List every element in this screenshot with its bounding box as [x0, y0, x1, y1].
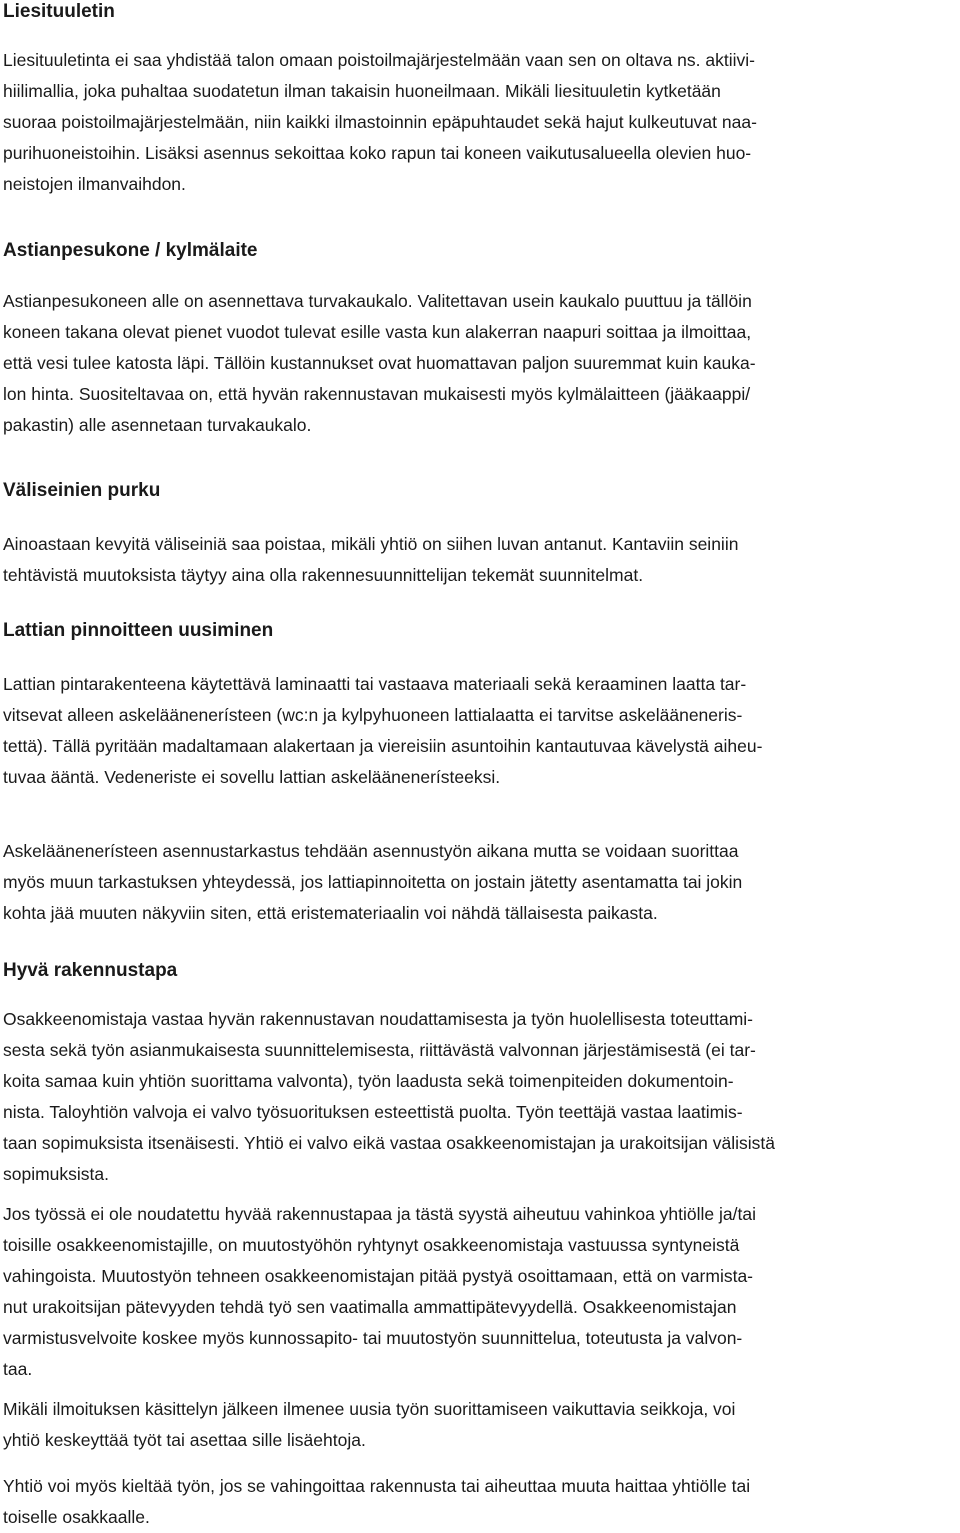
text-line: sopimuksista.: [3, 1164, 110, 1184]
text-line: koneen takana olevat pienet vuodot tulevat esille vasta kun alakerran naapuri soittaa ja ilmoittaa,: [3, 322, 752, 342]
text-line: että vesi tulee katosta läpi. Tällöin kustannukset ovat huomattavan paljon suuremmat kuin kauka-: [3, 353, 756, 373]
paragraph-vahinko-vastuu: [3, 1199, 958, 1385]
text-line: koita samaa kuin yhtiön suorittama valvonta), työn laadusta sekä toimenpiteiden dokumentoin-: [3, 1071, 734, 1091]
paragraph-valiseinien-purku: [3, 529, 958, 591]
text-line: Astianpesukoneen alle on asennettava turvakaukalo. Valitettavan usein kaukalo puuttuu ja tällöin: [3, 291, 752, 311]
text-line: pakastin) alle asennetaan turvakaukalo.: [3, 415, 312, 435]
text-line: varmistusvelvoite koskee myös kunnossapito- tai muutostyön suunnittelua, toteutusta ja valvon-: [3, 1328, 743, 1348]
heading-lattian-pinnoite: Lattian pinnoitteen uusiminen: [3, 620, 274, 641]
text-line: Askeläänenerísteen asennustarkastus tehdään asennustyön aikana mutta se voidaan suorittaa: [3, 841, 739, 861]
text-line: yhtiö keskeyttää työt tai asettaa sille lisäehtoja.: [3, 1430, 366, 1450]
text-line: neistojen ilmanvaihdon.: [3, 174, 186, 194]
text-line: taan sopimuksista itsenäisesti. Yhtiö ei valvo eikä vastaa osakkeenomistajan ja urakoitsijan välisistä: [3, 1133, 776, 1153]
text-line: nista. Taloyhtiön valvoja ei valvo työsuorituksen esteettistä puolta. Työn teettäjä vastaa laatimis-: [3, 1102, 743, 1122]
text-line: Lattian pintarakenteena käytettävä laminaatti tai vastaava materiaali sekä keraaminen laatta tar-: [3, 674, 747, 694]
text-line: myös muun tarkastuksen yhteydessä, jos lattiapinnoitetta on jostain jätetty asentamatta tai jokin: [3, 872, 743, 892]
text-line: purihuoneistoihin. Lisäksi asennus sekoittaa koko rapun tai koneen vaikutusalueella olevien huo-: [3, 143, 752, 163]
text-line: suoraa poistoilmajärjestelmään, niin kaikki ilmastoinnin epäpuhtaudet sekä hajut kulkeutuvat naa-: [3, 112, 757, 132]
text-line: vitsevat alleen askeläänenerísteen (wc:n ja kylpyhuoneen lattialaatta ei tarvitse askelääneneris-: [3, 705, 743, 725]
text-line: Osakkeenomistaja vastaa hyvän rakennustavan noudattamisesta ja työn huolellisesta toteuttami-: [3, 1009, 754, 1029]
heading-astianpesukone: Astianpesukone / kylmälaite: [3, 240, 258, 261]
text-line: tehtävistä muutoksista täytyy aina olla rakennesuunnittelijan tekemät suunnitelmat.: [3, 565, 644, 585]
text-line: vahingoista. Muutostyön tehneen osakkeenomistajan pitää pystyä osoittamaan, että on varmista-: [3, 1266, 754, 1286]
text-line: taa.: [3, 1359, 33, 1379]
text-line: toisille osakkeenomistajille, on muutostyöhön ryhtynyt osakkeenomistaja vastuussa syntyneistä: [3, 1235, 740, 1255]
text-line: Liesituuletinta ei saa yhdistää talon omaan poistoilmajärjestelmään vaan sen on oltava ns. aktiivi-: [3, 50, 755, 70]
heading-liesituuletin: Liesituuletin: [3, 1, 115, 22]
paragraph-lattian-pinnoite: [3, 669, 958, 793]
text-line: hiilimallia, joka puhaltaa suodatetun ilman takaisin huoneilmaan. Mikäli liesituuletin kytketään: [3, 81, 721, 101]
paragraph-astianpesukone: [3, 286, 958, 441]
text-line: Jos työssä ei ole noudatettu hyvää rakennustapaa ja tästä syystä aiheutuu vahinkoa yhtiölle ja/tai: [3, 1204, 756, 1224]
text-line: kohta jää muuten näkyviin siten, että eristemateriaalin voi nähdä tällaisesta paikasta.: [3, 903, 658, 923]
paragraph-askelaanieriste-tarkastus: [3, 836, 958, 929]
text-line: Yhtiö voi myös kieltää työn, jos se vahingoittaa rakennusta tai aiheuttaa muuta haittaa yhtiölle tai: [3, 1476, 751, 1496]
text-line: lon hinta. Suositeltavaa on, että hyvän rakennustavan mukaisesti myös kylmälaitteen (jääkaappi/: [3, 384, 751, 404]
text-line: Mikäli ilmoituksen käsittelyn jälkeen ilmenee uusia työn suorittamiseen vaikuttavia seikkoja, voi: [3, 1399, 736, 1419]
text-line: toiselle osakkaalle.: [3, 1507, 150, 1527]
paragraph-liesituuletin: [3, 45, 958, 200]
text-line: nut urakoitsijan pätevyyden tehdä työ sen vaatimalla ammattipätevyydellä. Osakkeenomistajan: [3, 1297, 737, 1317]
text-line: sesta sekä työn asianmukaisesta suunnittelemisesta, riittävästä valvonnan järjestämisestä (ei tar-: [3, 1040, 756, 1060]
heading-hyva-rakennustapa: Hyvä rakennustapa: [3, 960, 178, 981]
paragraph-hyva-rakennustapa: [3, 1004, 958, 1190]
heading-valiseinien-purku: Väliseinien purku: [3, 480, 161, 501]
text-line: Ainoastaan kevyitä väliseiniä saa poistaa, mikäli yhtiö on siihen luvan antanut. Kantaviin seiniin: [3, 534, 739, 554]
text-line: tettä). Tällä pyritään madaltamaan alakertaan ja viereisiin asuntoihin kantautuvaa kävelystä aiheu-: [3, 736, 763, 756]
paragraph-keskeytys: [3, 1394, 958, 1456]
text-line: tuvaa ääntä. Vedeneriste ei sovellu lattian askeläänenerísteeksi.: [3, 767, 501, 787]
